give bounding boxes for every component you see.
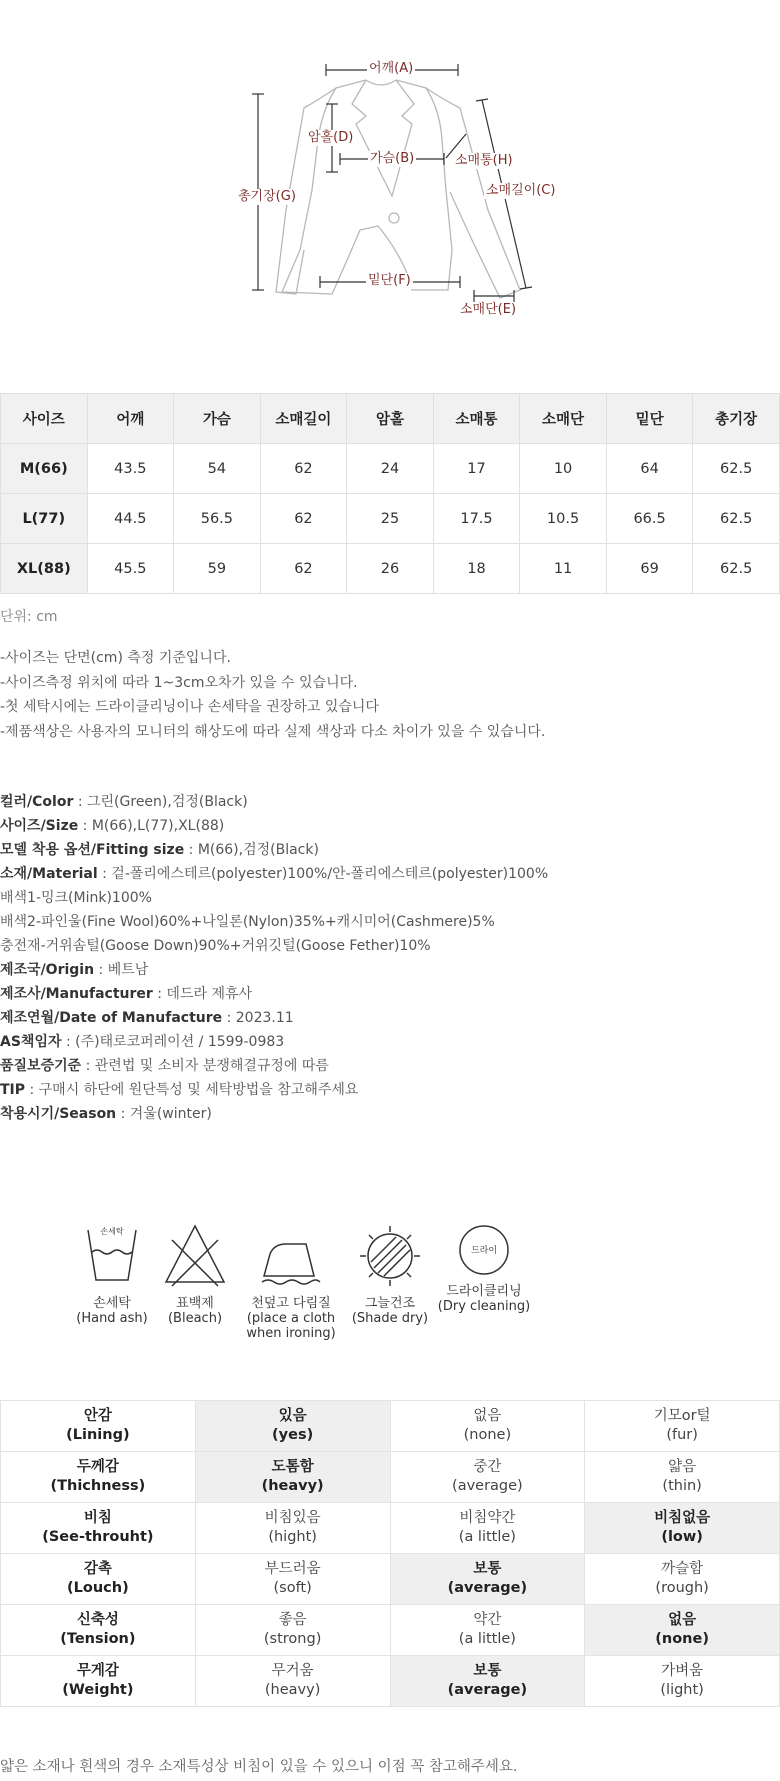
option-label: 약간: [473, 1612, 502, 1628]
table-row: [1, 1656, 780, 1707]
option-label-en: (heavy): [264, 1682, 321, 1698]
option-label-en: (light): [660, 1682, 704, 1698]
spec-key: 모델 착용 옵션/Fitting size: [0, 842, 185, 858]
value-cell: 56.5: [174, 494, 261, 544]
option-label: 중간: [473, 1459, 502, 1475]
attribute-label: 안감: [83, 1408, 112, 1424]
attribute-label-en: (Weight): [62, 1682, 134, 1698]
option-label-en: (a little): [458, 1631, 516, 1647]
unit-note: 단위: cm: [0, 609, 58, 625]
option-label: 얇음: [668, 1459, 697, 1475]
spec-line: [0, 1078, 548, 1102]
option-label: 비침약간: [459, 1510, 516, 1526]
spec-value: : (주)태로코퍼레이션 / 1599-0983: [61, 1034, 285, 1050]
spec-line: [0, 1006, 548, 1030]
value-cell: 45.5: [87, 544, 174, 594]
fabric-attribute-cell: [1, 1452, 196, 1503]
attribute-label: 감촉: [83, 1561, 112, 1577]
spec-key: TIP: [0, 1082, 26, 1098]
spec-line: [0, 862, 548, 886]
spec-key: 착용시기/Season: [0, 1106, 117, 1122]
spec-key: 제조국/Origin: [0, 962, 95, 978]
care-label-en-2: when ironing): [246, 1326, 336, 1341]
value-cell: 62: [260, 494, 347, 544]
option-label-en: (yes): [272, 1427, 314, 1443]
fabric-attribute-cell: [1, 1554, 196, 1605]
care-label-en: (Bleach): [167, 1311, 223, 1326]
fabric-option: [585, 1401, 780, 1452]
size-cell: XL(88): [1, 544, 88, 594]
attribute-label: 무게감: [76, 1663, 119, 1679]
header-cell: 총기장: [693, 394, 780, 444]
header-cell: 밑단: [606, 394, 693, 444]
hand-wash-icon: [82, 1220, 142, 1290]
fabric-option-selected: [585, 1605, 780, 1656]
spec-line: [0, 1054, 548, 1078]
fabric-option: [390, 1401, 585, 1452]
spec-value: 충전재-거위솜털(Goose Down)90%+거위깃털(Goose Fether)10%: [0, 938, 431, 954]
option-label-en: (strong): [263, 1631, 322, 1647]
table-row: [1, 1452, 780, 1503]
care-label-en: (Shade dry): [351, 1311, 429, 1326]
attribute-label-en: (Thichness): [50, 1478, 146, 1494]
spec-value: : 겨울(winter): [116, 1106, 212, 1122]
care-label: 드라이클리닝: [446, 1284, 522, 1299]
option-label-en: (none): [463, 1427, 512, 1443]
value-cell: 62.5: [693, 494, 780, 544]
fabric-option: [195, 1605, 390, 1656]
option-label: 도톰함: [271, 1459, 314, 1475]
value-cell: 17.5: [433, 494, 520, 544]
option-label-en: (soft): [273, 1580, 312, 1596]
size-cell: M(66): [1, 444, 88, 494]
attribute-label-en: (Tension): [60, 1631, 136, 1647]
header-cell: 사이즈: [1, 394, 88, 444]
label-cuff: 소매단(E): [460, 302, 517, 317]
fabric-attribute-cell: [1, 1605, 196, 1656]
note-line: -사이즈측정 위치에 따라 1~3cm오차가 있을 수 있습니다.: [0, 674, 358, 691]
value-cell: 62.5: [693, 444, 780, 494]
value-cell: 44.5: [87, 494, 174, 544]
care-label: 천덮고 다림질: [251, 1296, 331, 1311]
spec-value: : 구매시 하단에 원단특성 및 세탁방법을 참고해주세요: [25, 1082, 359, 1098]
value-cell: 17: [433, 444, 520, 494]
spec-value: : 그린(Green),검정(Black): [73, 794, 248, 810]
fabric-option: [585, 1452, 780, 1503]
option-label-en: (low): [661, 1529, 703, 1545]
option-label: 가벼움: [661, 1663, 704, 1679]
option-label: 비침있음: [264, 1510, 321, 1526]
label-shoulder: 어깨(A): [369, 61, 414, 76]
no-bleach-icon: [162, 1220, 228, 1290]
spec-line: [0, 838, 548, 862]
spec-key: 제조연월/Date of Manufacture: [0, 1010, 223, 1026]
fabric-option: [390, 1605, 585, 1656]
dry-clean-icon-text: 드라이: [470, 1246, 498, 1256]
spec-value: : 베트남: [94, 962, 149, 978]
option-label: 없음: [473, 1408, 502, 1424]
value-cell: 69: [606, 544, 693, 594]
fabric-option: [390, 1503, 585, 1554]
spec-value: : M(66),L(77),XL(88): [78, 818, 225, 834]
label-armhole: 암홀(D): [308, 130, 354, 145]
fabric-option: [390, 1452, 585, 1503]
fabric-attribute-cell: [1, 1401, 196, 1452]
fabric-option: [195, 1554, 390, 1605]
label-chest: 가슴(B): [370, 151, 415, 166]
spec-line: [0, 790, 548, 814]
option-label-en: (hight): [268, 1529, 317, 1545]
fabric-option-selected: [390, 1656, 585, 1707]
dry-clean-icon: [449, 1220, 519, 1290]
label-total-length: 총기장(G): [238, 189, 296, 204]
attribute-label: 비침: [83, 1510, 112, 1526]
option-label: 보통: [473, 1561, 502, 1577]
spec-value: : 데드라 제휴사: [152, 986, 253, 1002]
option-label: 좋음: [278, 1612, 307, 1628]
spec-key: 컬러/Color: [0, 794, 74, 810]
value-cell: 66.5: [606, 494, 693, 544]
header-cell: 소매통: [433, 394, 520, 444]
option-label: 있음: [278, 1408, 307, 1424]
spec-line: [0, 958, 548, 982]
note-line: -사이즈는 단면(cm) 측정 기준입니다.: [0, 650, 231, 666]
table-row: [1, 1605, 780, 1656]
option-label: 보통: [473, 1663, 502, 1679]
attribute-label: 두께감: [76, 1459, 119, 1475]
care-no-bleach: [145, 1220, 245, 1326]
option-label: 부드러움: [264, 1561, 321, 1577]
care-label-en: (Hand ash): [76, 1311, 148, 1326]
attribute-label-en: (Louch): [67, 1580, 129, 1596]
fabric-option-selected: [195, 1401, 390, 1452]
spec-line: [0, 982, 548, 1006]
header-cell: 암홀: [347, 394, 434, 444]
value-cell: 26: [347, 544, 434, 594]
fabric-table: [0, 1400, 780, 1707]
spec-key: 소재/Material: [0, 866, 98, 882]
option-label-en: (average): [447, 1682, 528, 1698]
option-label-en: (none): [655, 1631, 709, 1647]
care-shade-dry: [340, 1220, 440, 1326]
spec-line: [0, 1030, 548, 1054]
value-cell: 64: [606, 444, 693, 494]
table-row: [1, 1401, 780, 1452]
product-specs: [0, 790, 548, 1126]
fabric-option-selected: [195, 1452, 390, 1503]
shade-dry-icon: [355, 1220, 425, 1290]
care-label-en: (place a cloth: [246, 1311, 336, 1326]
fabric-attribute-cell: [1, 1503, 196, 1554]
spec-value: : M(66),검정(Black): [184, 842, 319, 858]
table-row: [1, 1503, 780, 1554]
spec-value: : 2023.11: [222, 1010, 294, 1026]
value-cell: 24: [347, 444, 434, 494]
care-label: 손세탁: [93, 1296, 131, 1311]
spec-key: 제조사/Manufacturer: [0, 986, 153, 1002]
size-notes: [0, 646, 545, 744]
spec-key: AS책임자: [0, 1034, 62, 1050]
attribute-label: 신축성: [76, 1612, 119, 1628]
value-cell: 62: [260, 444, 347, 494]
option-label-en: (fur): [666, 1427, 698, 1443]
value-cell: 62: [260, 544, 347, 594]
attribute-label-en: (See-throuht): [42, 1529, 154, 1545]
header-cell: 어깨: [87, 394, 174, 444]
value-cell: 18: [433, 544, 520, 594]
option-label: 기모or털: [653, 1408, 711, 1424]
label-hem: 밑단(F): [368, 273, 411, 288]
care-label: 표백제: [176, 1296, 214, 1311]
spec-line: [0, 886, 548, 910]
table-row: [1, 544, 780, 594]
care-dry-clean: [434, 1220, 534, 1314]
option-label-en: (a little): [458, 1529, 516, 1545]
option-label-en: (thin): [662, 1478, 702, 1494]
value-cell: 43.5: [87, 444, 174, 494]
spec-line: [0, 934, 548, 958]
option-label: 비침없음: [654, 1510, 711, 1526]
option-label: 무거움: [271, 1663, 314, 1679]
option-label-en: (average): [452, 1478, 523, 1494]
option-label: 없음: [668, 1612, 697, 1628]
care-label: 그늘건조: [364, 1296, 416, 1311]
fabric-option: [585, 1554, 780, 1605]
value-cell: 10: [520, 444, 607, 494]
spec-value: : 겉-폴리에스테르(polyester)100%/안-폴리에스테르(polyester)100%: [97, 866, 549, 882]
value-cell: 11: [520, 544, 607, 594]
table-row: [1, 444, 780, 494]
note-line: -첫 세탁시에는 드라이클리닝이나 손세탁을 권장하고 있습니다: [0, 699, 379, 715]
value-cell: 25: [347, 494, 434, 544]
spec-key: 품질보증기준: [0, 1058, 82, 1074]
size-table: [0, 393, 780, 594]
table-row: [1, 494, 780, 544]
care-label-en: (Dry cleaning): [437, 1299, 531, 1314]
option-label-en: (heavy): [261, 1478, 324, 1494]
fabric-option-selected: [390, 1554, 585, 1605]
spec-key: 사이즈/Size: [0, 818, 79, 834]
table-row: [1, 1554, 780, 1605]
care-iron-cloth: [241, 1220, 341, 1341]
header-cell: 소매길이: [260, 394, 347, 444]
option-label: 까슬함: [661, 1561, 704, 1577]
fabric-option: [195, 1656, 390, 1707]
spec-line: [0, 814, 548, 838]
fabric-option: [195, 1503, 390, 1554]
value-cell: 59: [174, 544, 261, 594]
spec-line: [0, 910, 548, 934]
attribute-label-en: (Lining): [66, 1427, 130, 1443]
note-line: -제품색상은 사용자의 모니터의 해상도에 따라 실제 색상과 다소 차이가 있을 수 있습니다.: [0, 723, 546, 740]
header-cell: 소매단: [520, 394, 607, 444]
value-cell: 54: [174, 444, 261, 494]
spec-value: : 관련법 및 소비자 분쟁해결규정에 따름: [81, 1058, 329, 1074]
care-instructions: [0, 1220, 780, 1350]
fabric-option: [585, 1656, 780, 1707]
iron-with-cloth-icon: [256, 1220, 326, 1290]
option-label-en: (average): [447, 1580, 528, 1596]
label-sleeve-width: 소매통(H): [455, 153, 513, 168]
label-sleeve-length: 소매길이(C): [486, 183, 556, 198]
hand-wash-icon-text: 손세탁: [100, 1227, 124, 1236]
size-table-header: [1, 394, 780, 444]
value-cell: 10.5: [520, 494, 607, 544]
size-cell: L(77): [1, 494, 88, 544]
option-label-en: (rough): [655, 1580, 709, 1596]
fabric-option-selected: [585, 1503, 780, 1554]
spec-line: [0, 1102, 548, 1126]
footnote: 얇은 소재나 흰색의 경우 소재특성상 비침이 있을 수 있으니 이점 꼭 참고해주세요.: [0, 1759, 518, 1775]
fabric-attribute-cell: [1, 1656, 196, 1707]
spec-value: 배색1-밍크(Mink)100%: [0, 890, 152, 906]
spec-value: 배색2-파인울(Fine Wool)60%+나일론(Nylon)35%+캐시미어(Cashmere)5%: [0, 914, 495, 930]
size-diagram: [0, 0, 780, 340]
header-cell: 가슴: [174, 394, 261, 444]
jacket-outline-icon: [0, 0, 780, 340]
value-cell: 62.5: [693, 544, 780, 594]
